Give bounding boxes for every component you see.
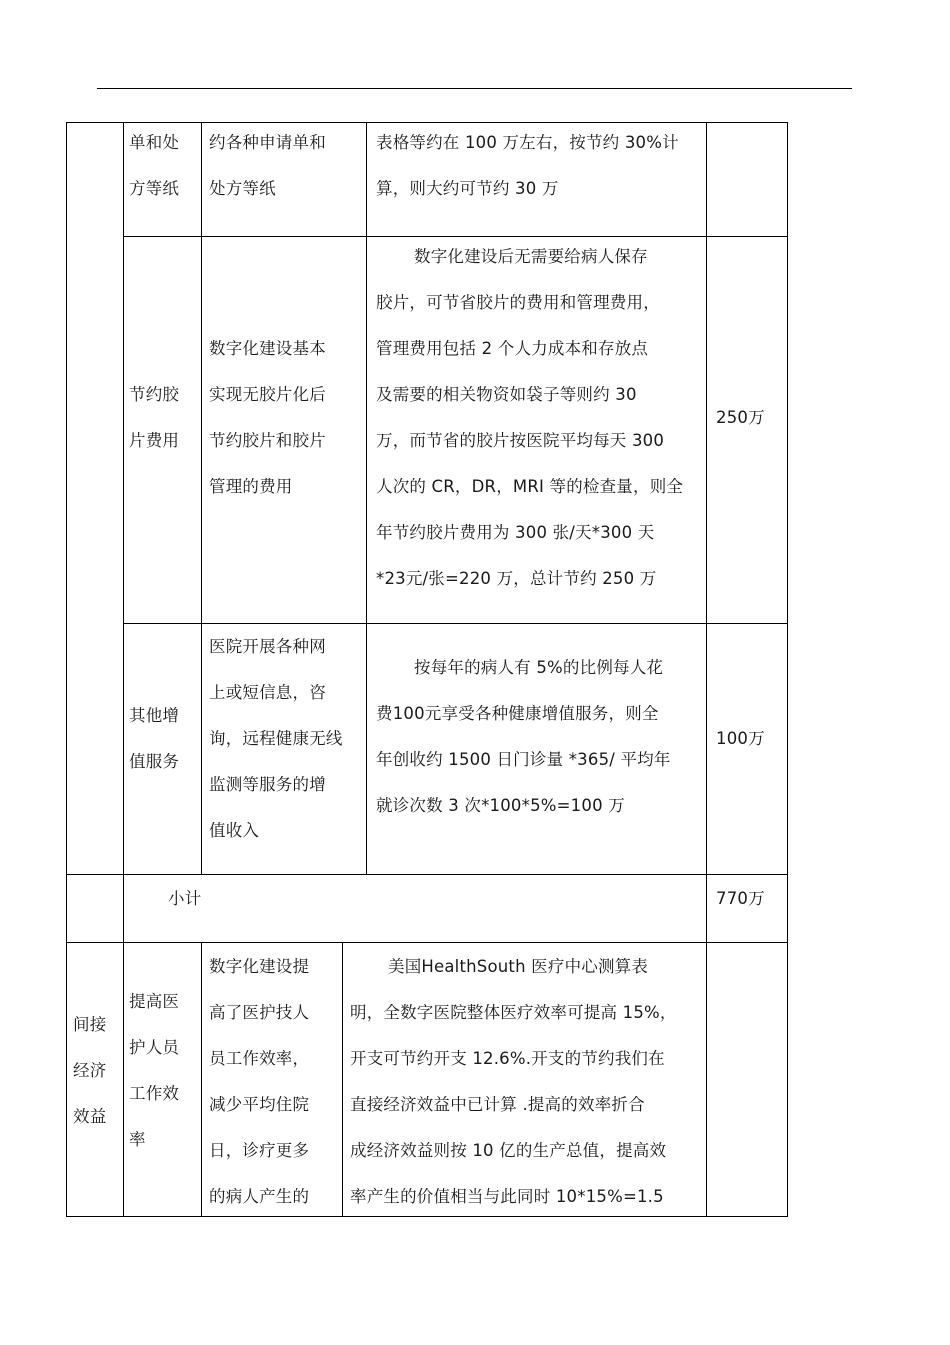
item-name: 单和处 方等纸 — [129, 133, 180, 198]
header-rule — [97, 88, 852, 89]
category-label: 间接 经济 效益 — [73, 1015, 107, 1126]
item-calculation: 按每年的病人有 5%的比例每人花 费100元享受各种健康增值服务，则全 年创收约 1500 日门诊量 *365/ 平均年 就诊次数 3 次*100*5%=100 万 — [376, 658, 671, 815]
item-description: 数字化建设提 高了医护技人 员工作效率， 减少平均住院 日，诊疗更多 的病人产生的 — [209, 957, 310, 1206]
item-description: 医院开展各种网 上或短信息，咨 询，远程健康无线 监测等服务的增 值收入 — [209, 637, 343, 840]
item-name: 节约胶 片费用 — [129, 385, 180, 450]
item-description: 数字化建设基本 实现无胶片化后 节约胶片和胶片 管理的费用 — [209, 339, 326, 496]
item-description: 约各种申请单和 处方等纸 — [209, 133, 326, 198]
item-calculation: 美国HealthSouth 医疗中心测算表 明，全数字医院整体医疗效率可提高 15%， 开支可节约开支 12.6%.开支的节约我们在 直接经济效益中已计算 .提高的效率折合 成经济效益则按 10 亿的生产总值，提高效 率产生的价值相当与此同时 10*15%=1.5 — [350, 957, 677, 1206]
item-amount: 100万 — [716, 729, 765, 748]
item-calculation: 表格等约在 100 万左右，按节约 30%计 算，则大约可节约 30 万 — [376, 133, 679, 198]
table-row — [66, 623, 788, 874]
subtotal-label: 小计 — [168, 889, 202, 908]
item-calculation: 数字化建设后无需要给病人保存 胶片，可节省胶片的费用和管理费用， 管理费用包括 2 个人力成本和存放点 及需要的相关物资如袋子等则约 30 万，而节省的胶片按医院平均每天 300 人次的 CR，DR，MRI 等的检查量，则全 年节约胶片费用为 300 张/天*300 天 *23元/张=220 万，总计节约 250 万 — [376, 247, 684, 588]
table-row — [66, 942, 788, 1216]
subtotal-value: 770万 — [716, 889, 765, 908]
item-amount: 250万 — [716, 408, 765, 427]
subtotal-row — [66, 874, 788, 942]
item-name: 其他增 值服务 — [129, 706, 180, 771]
table-row — [66, 236, 788, 623]
table-row — [66, 122, 788, 236]
item-name: 提高医 护人员 工作效 率 — [129, 992, 180, 1149]
